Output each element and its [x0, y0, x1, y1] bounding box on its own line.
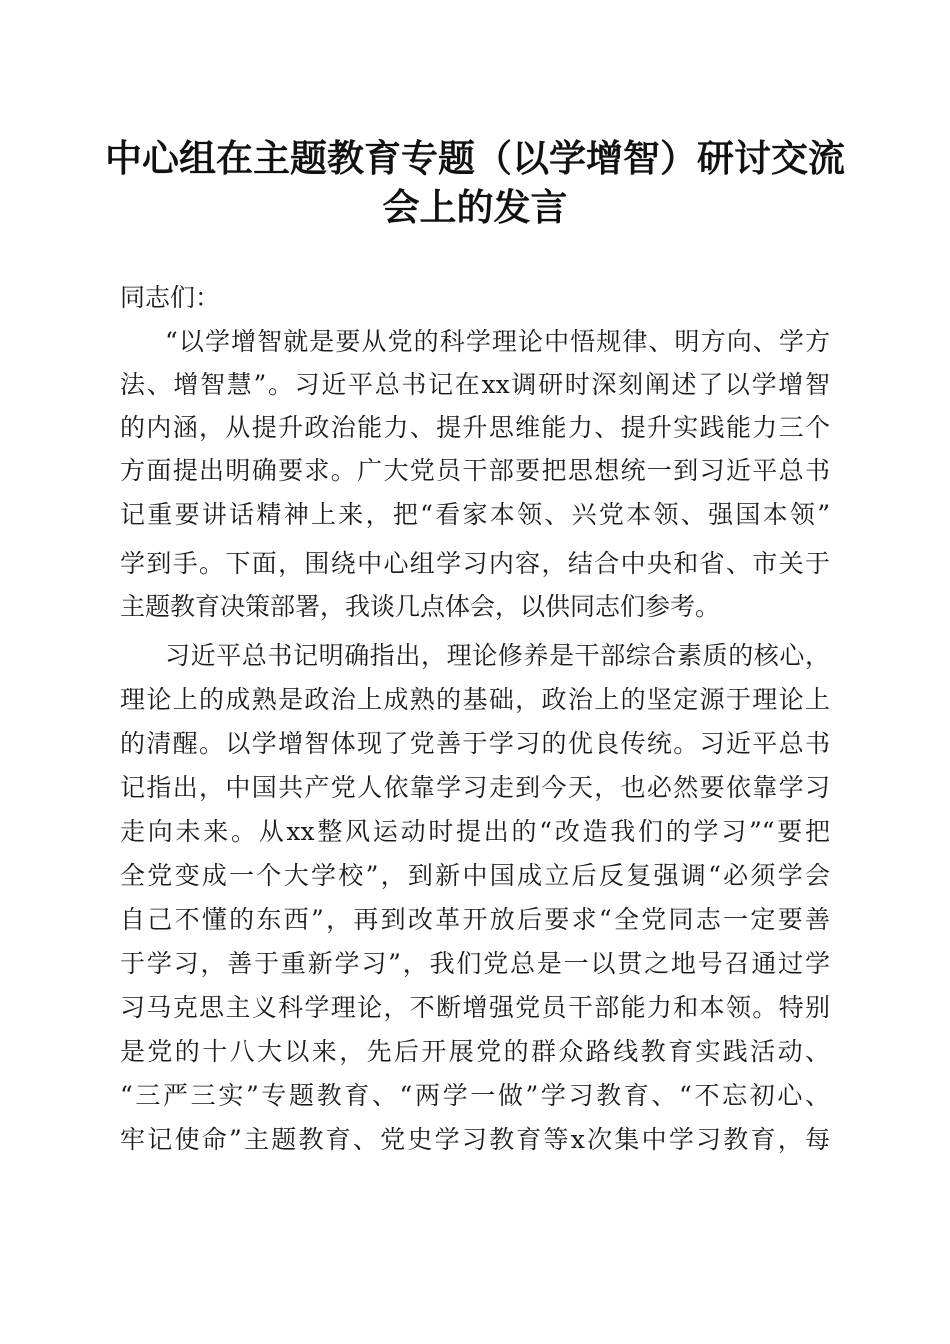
document-title-line-1: 中心组在主题教育专题（以学增智）研讨交流 — [105, 136, 845, 180]
salutation: 同志们： — [120, 283, 221, 312]
paragraph-2-line: 于学习，善于重新学习”，我们党总是一以贯之地号召通过学 — [120, 949, 830, 978]
paragraph-1-line: 法、增智慧”。习近平总书记在xx调研时深刻阐述了以学增智 — [120, 370, 830, 399]
document-title-line-2: 会上的发言 — [382, 185, 568, 229]
paragraph-1-line: 记重要讲话精神上来，把“看家本领、兴党本领、强国本领” — [120, 500, 830, 529]
paragraph-1-line: 方面提出明确要求。广大党员干部要把思想统一到习近平总书 — [120, 456, 830, 485]
paragraph-2-line: 是党的十八大以来，先后开展党的群众路线教育实践活动、 — [120, 1037, 830, 1066]
paragraph-1-line: “以学增智就是要从党的科学理论中悟规律、明方向、学方 — [165, 327, 830, 356]
paragraph-2-line: 牢记使命”主题教育、党史学习教育等x次集中学习教育，每 — [120, 1125, 830, 1154]
paragraph-2-line: 走向未来。从xx整风运动时提出的“改造我们的学习”“要把 — [120, 817, 830, 846]
paragraph-2-line: 全党变成一个大学校”，到新中国成立后反复强调“必须学会 — [120, 861, 830, 890]
paragraph-2-line: 自己不懂的东西”，再到改革开放后要求“全党同志一定要善 — [120, 905, 830, 934]
paragraph-2-line: 习近平总书记明确指出，理论修养是干部综合素质的核心， — [165, 641, 830, 670]
paragraph-1-line: 主题教育决策部署，我谈几点体会，以供同志们参考。 — [120, 592, 721, 621]
paragraph-2-line: “三严三实”专题教育、“两学一做”学习教育、“不忘初心、 — [120, 1081, 830, 1110]
paragraph-1-line: 学到手。下面，围绕中心组学习内容，结合中央和省、市关于 — [120, 549, 830, 578]
paragraph-2-line: 理论上的成熟是政治上成熟的基础，政治上的坚定源于理论上 — [120, 685, 830, 714]
paragraph-2-line: 习马克思主义科学理论，不断增强党员干部能力和本领。特别 — [120, 993, 830, 1022]
paragraph-1-line: 的内涵，从提升政治能力、提升思维能力、提升实践能力三个 — [120, 413, 830, 442]
paragraph-2-line: 的清醒。以学增智体现了党善于学习的优良传统。习近平总书 — [120, 729, 830, 758]
paragraph-2-line: 记指出，中国共产党人依靠学习走到今天，也必然要依靠学习 — [120, 773, 830, 802]
